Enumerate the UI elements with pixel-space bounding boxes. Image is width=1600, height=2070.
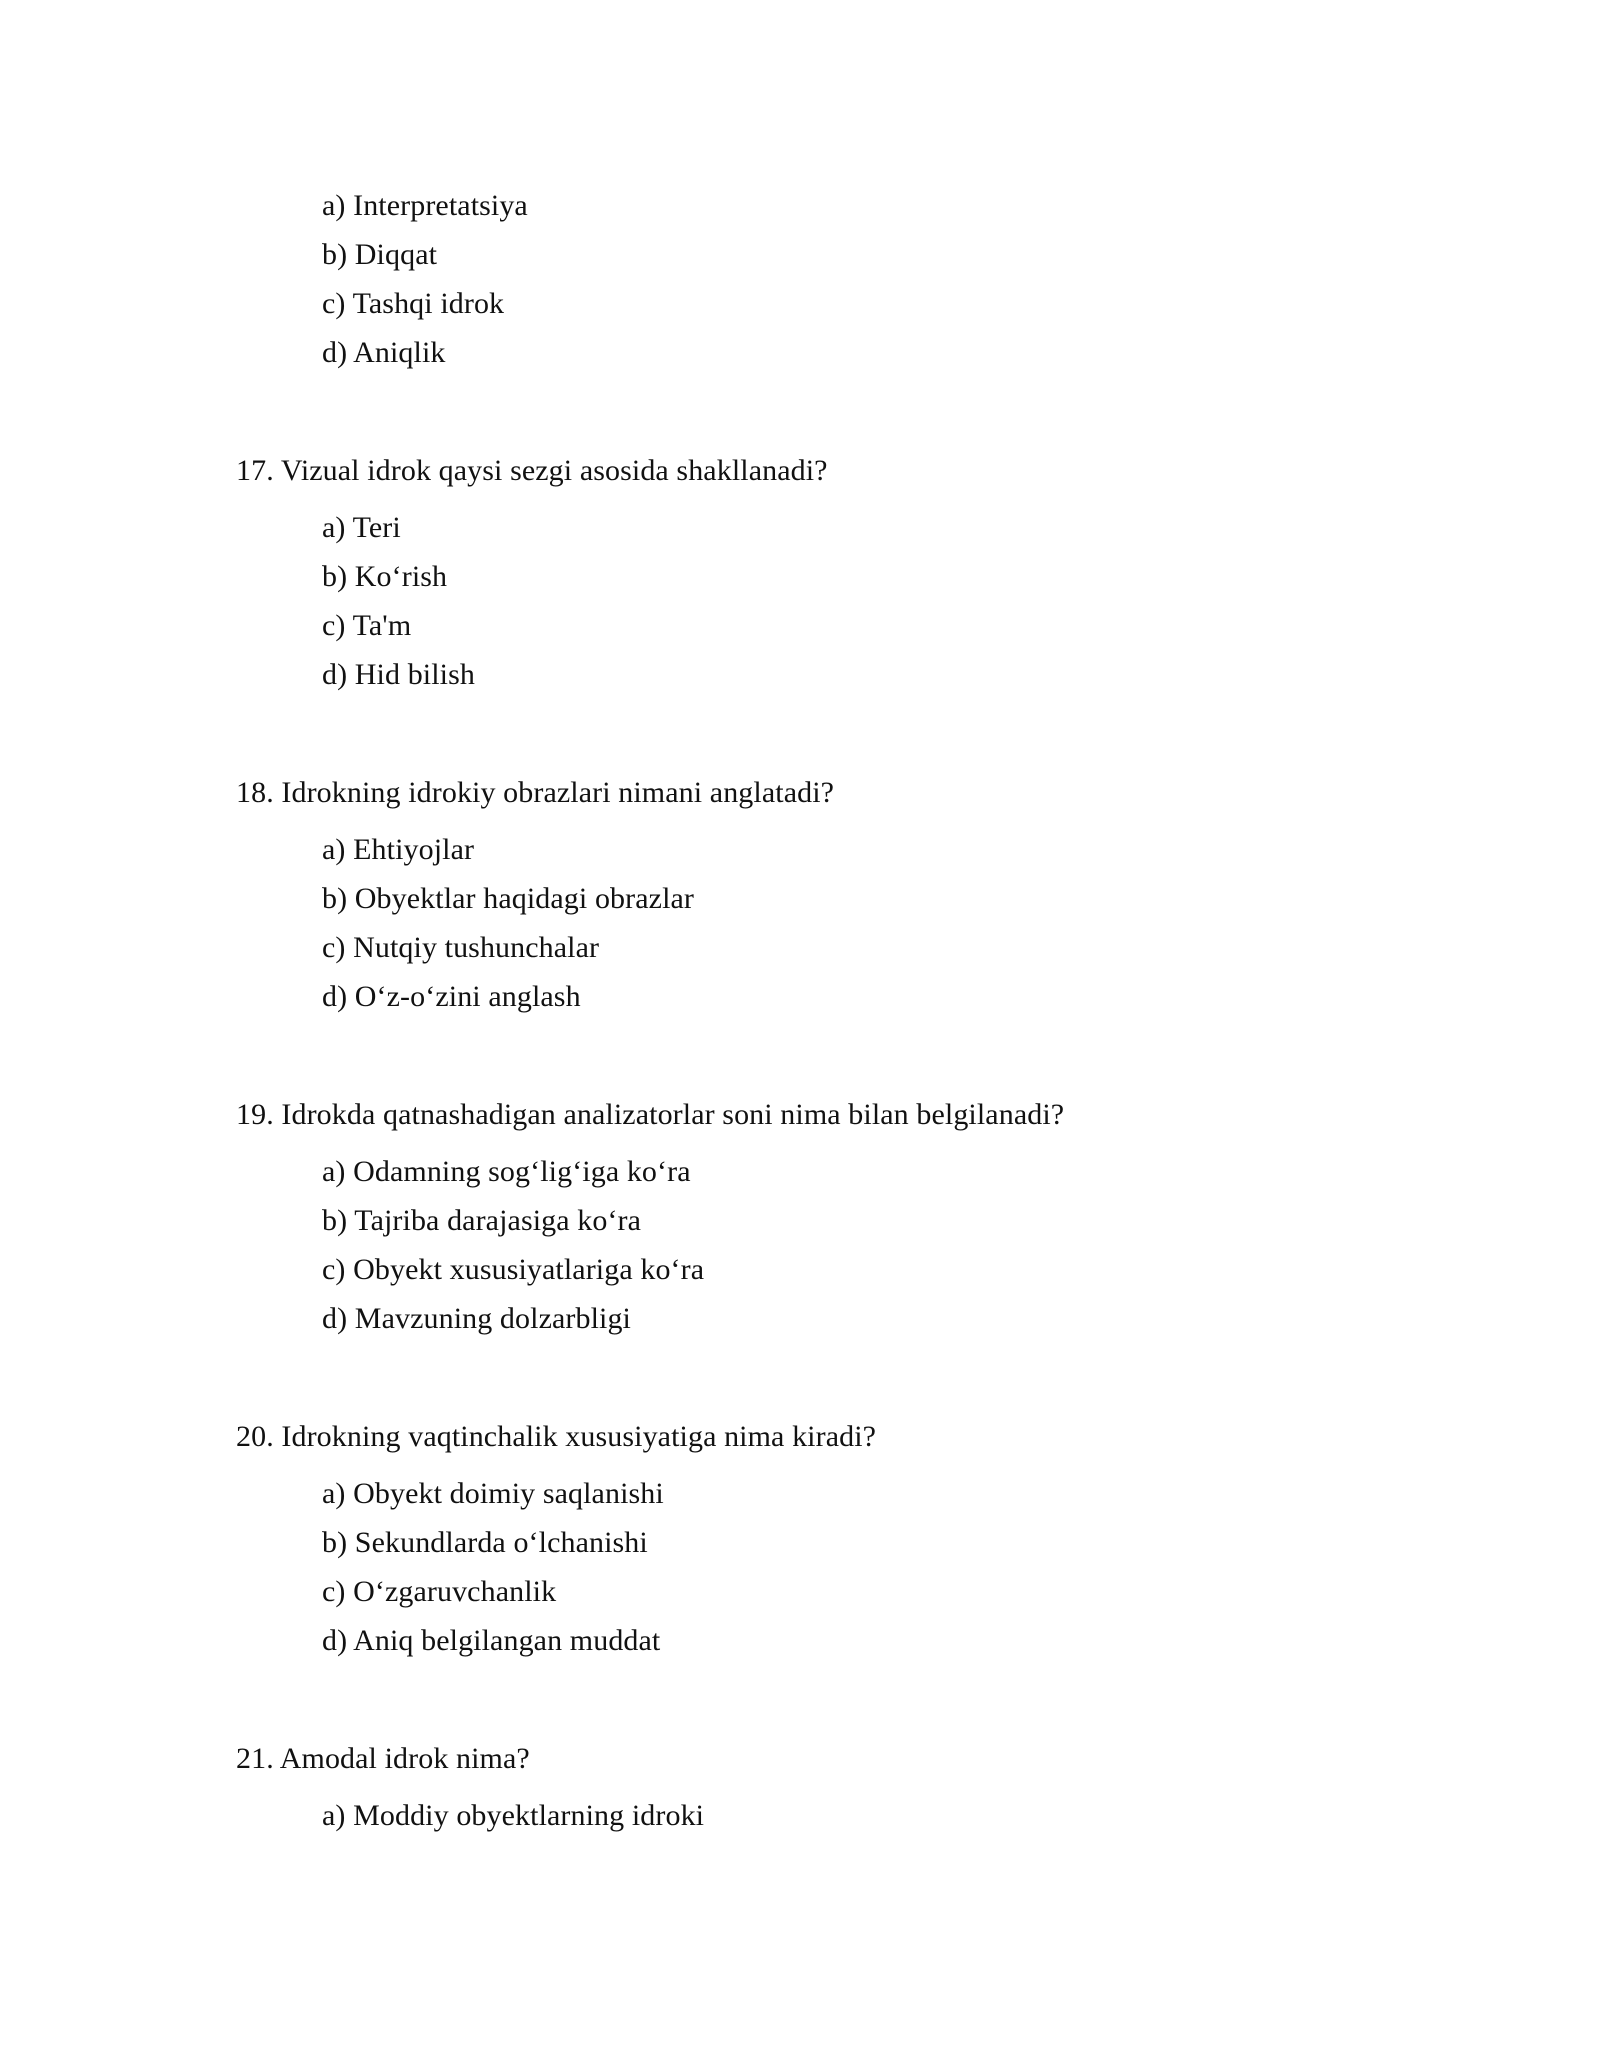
question-21: 21. Amodal idrok nima? xyxy=(236,1742,530,1775)
option-18-b: b) Obyektlar haqidagi obrazlar xyxy=(322,882,695,915)
option-20-d: d) Aniq belgilangan muddat xyxy=(322,1624,661,1657)
option-20-a: a) Obyekt doimiy saqlanishi xyxy=(322,1477,664,1510)
option-16-c: c) Tashqi idrok xyxy=(322,287,505,320)
option-19-c: c) Obyekt xususiyatlariga ko‘ra xyxy=(322,1253,705,1286)
question-20: 20. Idrokning vaqtinchalik xususiyatiga nima kiradi? xyxy=(236,1420,877,1453)
option-21-a: a) Moddiy obyektlarning idroki xyxy=(322,1799,705,1832)
option-18-a: a) Ehtiyojlar xyxy=(322,833,475,866)
option-17-c: c) Ta'm xyxy=(322,609,412,642)
option-18-c: c) Nutqiy tushunchalar xyxy=(322,931,600,964)
option-19-a: a) Odamning sog‘lig‘iga ko‘ra xyxy=(322,1155,691,1188)
question-19: 19. Idrokda qatnashadigan analizatorlar soni nima bilan belgilanadi? xyxy=(236,1098,1065,1131)
option-19-d: d) Mavzuning dolzarbligi xyxy=(322,1302,631,1335)
option-16-d: d) Aniqlik xyxy=(322,336,446,369)
option-16-a: a) Interpretatsiya xyxy=(322,189,528,222)
option-19-b: b) Tajriba darajasiga ko‘ra xyxy=(322,1204,642,1237)
option-16-b: b) Diqqat xyxy=(322,238,438,271)
option-17-a: a) Teri xyxy=(322,511,401,544)
option-17-d: d) Hid bilish xyxy=(322,658,475,691)
question-17: 17. Vizual idrok qaysi sezgi asosida shakllanadi? xyxy=(236,454,828,487)
option-18-d: d) O‘z-o‘zini anglash xyxy=(322,980,581,1013)
question-18: 18. Idrokning idrokiy obrazlari nimani anglatadi? xyxy=(236,776,835,809)
option-17-b: b) Ko‘rish xyxy=(322,560,448,593)
option-20-b: b) Sekundlarda o‘lchanishi xyxy=(322,1526,648,1559)
option-20-c: c) O‘zgaruvchanlik xyxy=(322,1575,557,1608)
